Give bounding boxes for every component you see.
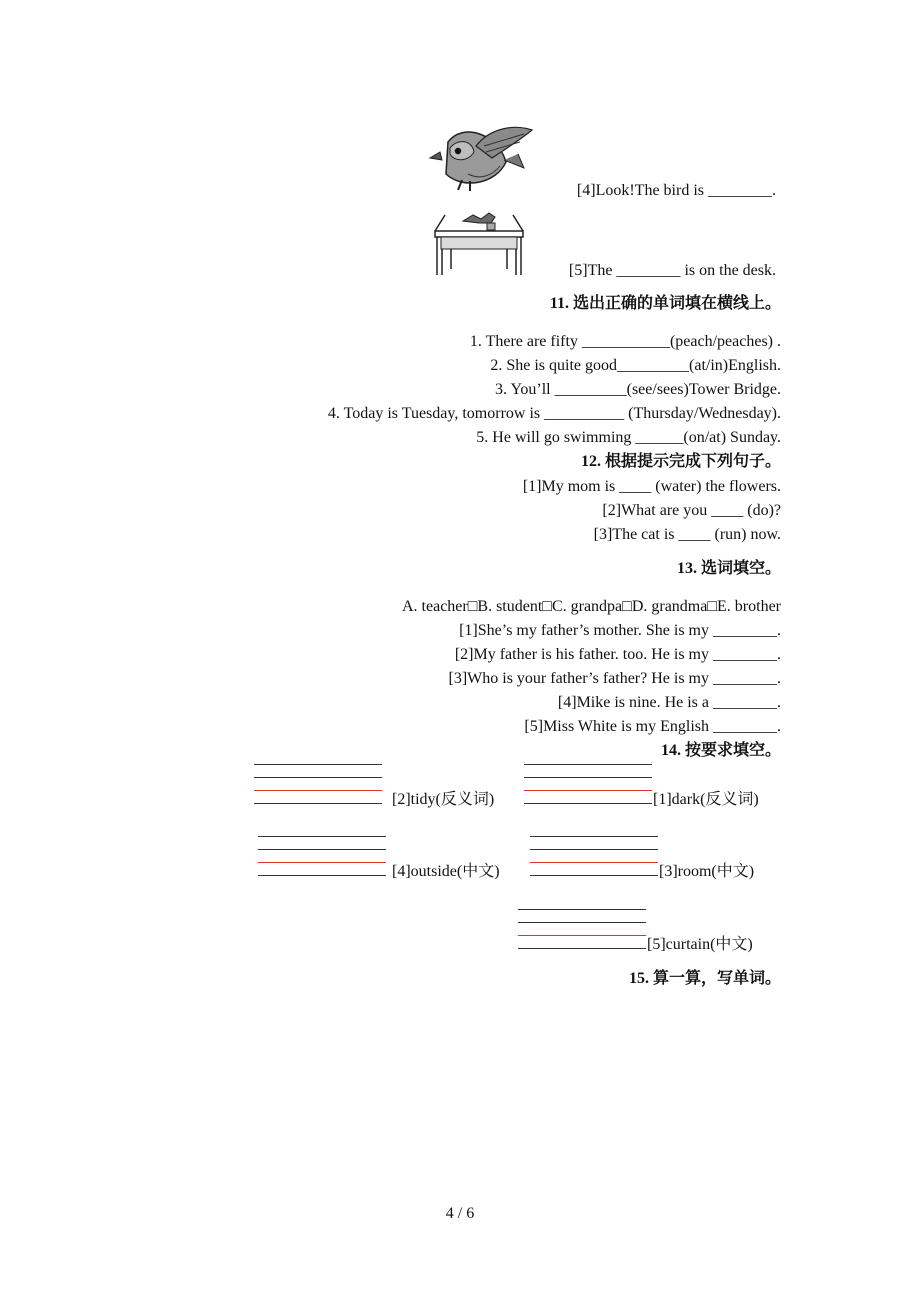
q13-item-5: [5]Miss White is my English ________. bbox=[524, 718, 781, 735]
handwriting-lines[interactable] bbox=[258, 836, 386, 876]
q12-heading: 12. 根据提示完成下列句子。 bbox=[580, 453, 781, 470]
q14-label-dark: [1]dark(反义词) bbox=[653, 791, 759, 808]
bird-icon bbox=[428, 124, 534, 194]
q11-heading: 11. 选出正确的单词填在横线上。 bbox=[549, 295, 781, 312]
q14-label-curtain: [5]curtain(中文) bbox=[647, 936, 753, 953]
q13-item-2: [2]My father is his father. too. He is my ________. bbox=[454, 646, 781, 663]
q11-item-3: 3. You’ll _________(see/sees)Tower Bridge. bbox=[495, 381, 781, 398]
page-number: 4 / 6 bbox=[445, 1205, 475, 1222]
q13-heading: 13. 选词填空。 bbox=[676, 560, 781, 577]
q13-item-3: [3]Who is your father’s father? He is my ________. bbox=[448, 670, 781, 687]
handwriting-lines[interactable] bbox=[530, 836, 658, 876]
q11-item-1: 1. There are fifty ___________(peach/peaches) . bbox=[469, 333, 781, 350]
q11-item-4: 4. Today is Tuesday, tomorrow is __________ (Thursday/Wednesday). bbox=[327, 405, 781, 422]
q11-item-5: 5. He will go swimming ______(on/at) Sunday. bbox=[476, 429, 781, 446]
q11-item-2: 2. She is quite good_________(at/in)English. bbox=[490, 357, 781, 374]
handwriting-lines[interactable] bbox=[254, 764, 382, 804]
q13-options: A. teacher□B. student□C. grandpa□D. grandma□E. brother bbox=[402, 598, 781, 615]
q14-label-tidy: [2]tidy(反义词) bbox=[392, 791, 495, 808]
q15-heading: 15. 算一算，写单词。 bbox=[628, 970, 781, 987]
q14-label-room: [3]room(中文) bbox=[659, 863, 755, 880]
q10-item-5: [5]The ________ is on the desk. bbox=[568, 262, 776, 279]
q13-item-1: [1]She’s my father’s mother. She is my ________. bbox=[459, 622, 781, 639]
desk-icon bbox=[433, 209, 525, 277]
q14-heading: 14. 按要求填空。 bbox=[660, 742, 781, 759]
handwriting-lines[interactable] bbox=[524, 764, 652, 804]
handwriting-lines[interactable] bbox=[518, 909, 646, 949]
q14-label-outside: [4]outside(中文) bbox=[392, 863, 500, 880]
q10-item-4: [4]Look!The bird is ________. bbox=[576, 182, 776, 199]
q12-item-1: [1]My mom is ____ (water) the flowers. bbox=[522, 478, 781, 495]
q12-item-3: [3]The cat is ____ (run) now. bbox=[593, 526, 781, 543]
q12-item-2: [2]What are you ____ (do)? bbox=[602, 502, 781, 519]
q13-item-4: [4]Mike is nine. He is a ________. bbox=[557, 694, 781, 711]
